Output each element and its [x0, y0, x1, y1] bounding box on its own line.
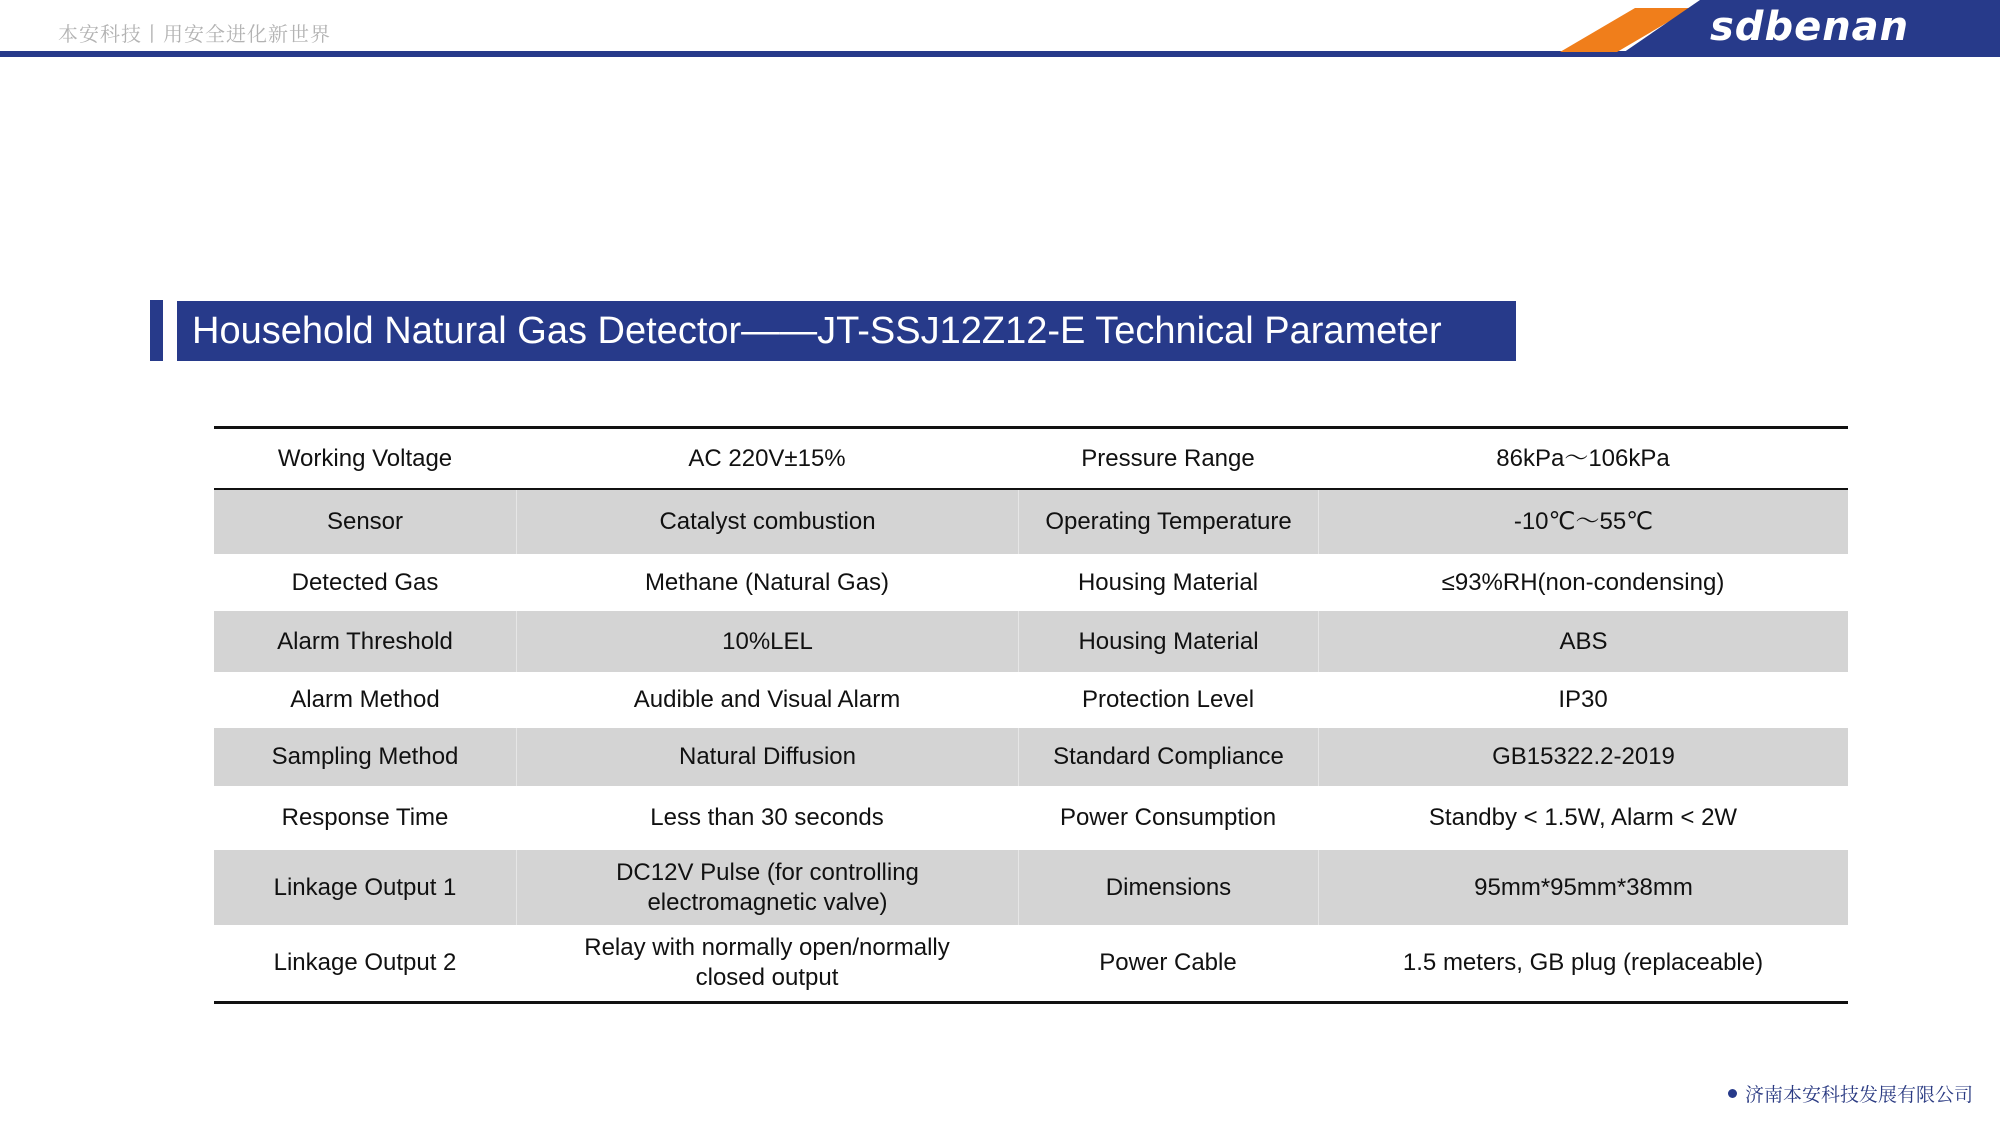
param-value: GB15322.2-2019	[1318, 728, 1848, 786]
param-label: Sampling Method	[271, 743, 459, 770]
param-value: Relay with normally open/normally closed output	[584, 934, 950, 991]
table-row	[214, 728, 1848, 786]
param-label: Power Cable	[1099, 949, 1237, 976]
param-label: Response Time	[281, 804, 449, 831]
param-value: -10℃～55℃	[1318, 490, 1848, 554]
table-row	[214, 554, 1848, 611]
header-slogan: 本安科技丨用安全进化新世界	[58, 22, 331, 46]
table-row	[214, 611, 1848, 672]
param-value: IP30	[1558, 686, 1608, 713]
param-value: DC12V Pulse (for controlling electromagnetic valve)	[516, 850, 1018, 925]
brand-logo-wordmark: sdbenan	[1710, 4, 1910, 50]
param-label: Housing Material	[1018, 611, 1318, 672]
param-label: Pressure Range	[1081, 444, 1255, 472]
param-label: Detected Gas	[291, 568, 439, 596]
title-banner	[177, 301, 1516, 361]
param-value: Less than 30 seconds	[650, 804, 884, 831]
param-label: Operating Temperature	[1018, 490, 1318, 554]
param-label: Linkage Output 2	[273, 949, 457, 976]
param-value: 1.5 meters, GB plug (replaceable)	[1402, 949, 1764, 976]
spec-table	[214, 426, 1848, 1004]
table-row	[214, 429, 1848, 490]
param-value: 10%LEL	[516, 611, 1018, 672]
footer-company	[1728, 1080, 1973, 1107]
param-label: Alarm Method	[290, 686, 440, 713]
page-title: Household Natural Gas Detector——JT-SSJ12Z12-E Technical Parameter	[192, 309, 1442, 352]
param-label: Housing Material	[1077, 568, 1259, 596]
param-value: Natural Diffusion	[516, 728, 1018, 786]
bullet-dot-icon	[1728, 1089, 1737, 1098]
param-value: 86kPa～106kPa	[1496, 444, 1670, 472]
param-value: Standby < 1.5W, Alarm < 2W	[1428, 804, 1738, 831]
param-value: ≤93%RH(non-condensing)	[1441, 568, 1725, 596]
param-value: Methane (Natural Gas)	[644, 568, 890, 596]
param-label: Power Consumption	[1059, 804, 1277, 831]
table-row	[214, 850, 1848, 925]
param-label: Alarm Threshold	[277, 627, 453, 655]
param-label: Dimensions	[1018, 850, 1318, 925]
param-value: 95mm*95mm*38mm	[1318, 850, 1848, 925]
title-accent-bar	[150, 300, 163, 361]
table-row	[214, 925, 1848, 1001]
param-label: Sensor	[326, 508, 404, 535]
param-value: ABS	[1318, 611, 1848, 672]
param-label: Linkage Output 1	[273, 873, 457, 901]
param-label: Standard Compliance	[1018, 728, 1318, 786]
param-label: Working Voltage	[277, 444, 453, 472]
param-value: Catalyst combustion	[516, 490, 1018, 554]
table-row	[214, 490, 1848, 554]
param-label: Protection Level	[1081, 686, 1255, 713]
param-value: AC 220V±15%	[688, 444, 846, 472]
footer-company-name: 济南本安科技发展有限公司	[1745, 1084, 1974, 1106]
param-value: Audible and Visual Alarm	[633, 686, 901, 713]
table-row	[214, 672, 1848, 728]
table-row	[214, 786, 1848, 850]
